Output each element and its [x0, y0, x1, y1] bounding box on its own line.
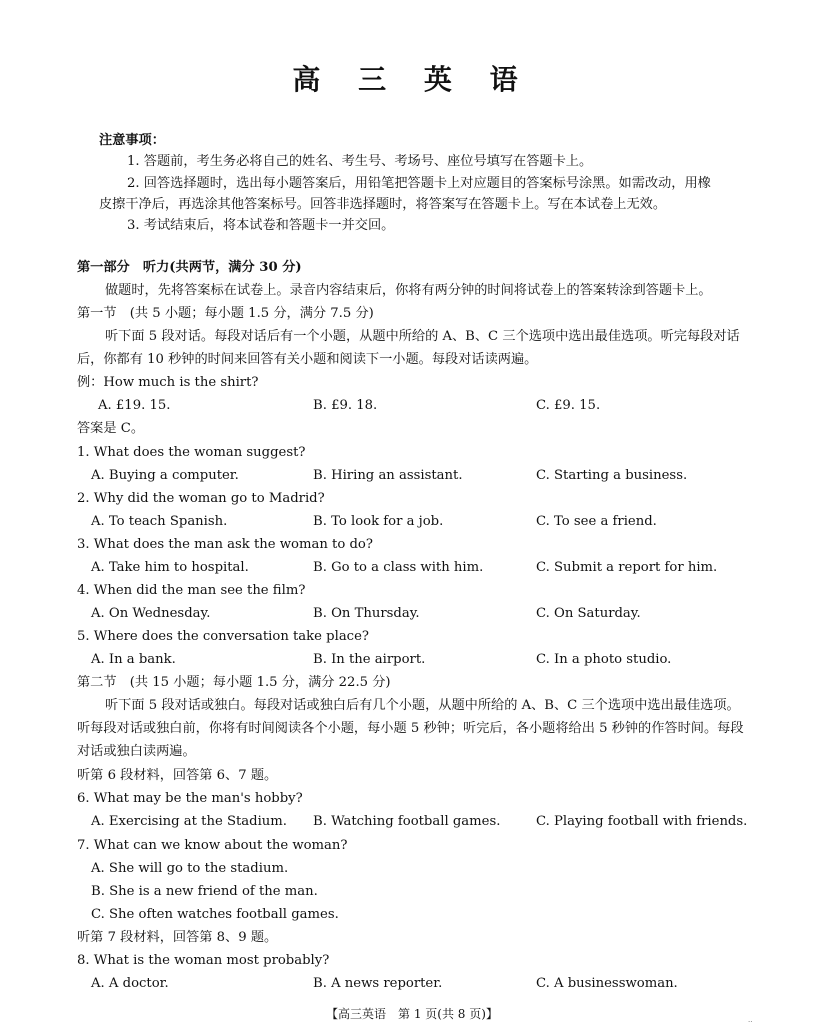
example-option-c: C. £9. 15.	[536, 398, 601, 413]
question-6: 6. What may be the man's hobby?	[77, 791, 303, 806]
q2-option-a: A. To teach Spanish.	[91, 514, 228, 529]
q3-option-c: C. Submit a report for him.	[536, 560, 718, 575]
section2-instruction-end: 对话或独白读两遍。	[77, 744, 196, 759]
q4-option-b: B. On Thursday.	[313, 606, 420, 621]
corner-mark: ··	[748, 1018, 753, 1026]
q7-option-b: B. She is a new friend of the man.	[91, 884, 318, 899]
q6-option-a: A. Exercising at the Stadium.	[91, 814, 287, 829]
q3-option-b: B. Go to a class with him.	[313, 560, 484, 575]
q4-option-a: A. On Wednesday.	[91, 606, 211, 621]
part1-heading: 第一部分 听力(共两节，满分 30 分)	[77, 260, 302, 275]
question-7: 7. What can we know about the woman?	[77, 838, 348, 853]
page-title: 高 三 英 语	[292, 63, 532, 96]
notice-item-2: 2. 回答选择题时，选出每小题答案后，用铅笔把答题卡上对应题目的答案标号涂黑。如需改动，用橡	[127, 176, 711, 191]
section2-instruction-cont: 听每段对话或独白前，你将有时间阅读各个小题，每小题 5 秒钟；听完后，各小题将给出 5 秒钟的作答时间。每段	[77, 721, 744, 736]
q2-option-c: C. To see a friend.	[536, 514, 657, 529]
section2-heading: 第二节 (共 15 小题；每小题 1.5 分，满分 22.5 分)	[77, 675, 391, 690]
q6-option-c: C. Playing football with friends.	[536, 814, 748, 829]
q1-option-a: A. Buying a computer.	[91, 468, 239, 483]
notice-heading: 注意事项：	[99, 133, 165, 148]
question-5: 5. Where does the conversation take place?	[77, 629, 369, 644]
q6-option-b: B. Watching football games.	[313, 814, 501, 829]
material-6-label: 听第 6 段材料，回答第 6、7 题。	[77, 768, 278, 783]
question-1: 1. What does the woman suggest?	[77, 445, 306, 460]
q7-option-c: C. She often watches football games.	[91, 907, 339, 922]
section2-instruction: 听下面 5 段对话或独白。每段对话或独白后有几个小题，从题中所给的 A、B、C 三个选项中选出最佳选项。	[105, 698, 740, 713]
q5-option-b: B. In the airport.	[313, 652, 426, 667]
q8-option-b: B. A news reporter.	[313, 976, 443, 991]
q8-option-a: A. A doctor.	[91, 976, 169, 991]
example-option-a: A. £19. 15.	[98, 398, 171, 413]
question-3: 3. What does the man ask the woman to do?	[77, 537, 373, 552]
q5-option-a: A. In a bank.	[91, 652, 176, 667]
q1-option-c: C. Starting a business.	[536, 468, 688, 483]
q4-option-c: C. On Saturday.	[536, 606, 641, 621]
question-2: 2. Why did the woman go to Madrid?	[77, 491, 325, 506]
q7-option-a: A. She will go to the stadium.	[91, 861, 289, 876]
q5-option-c: C. In a photo studio.	[536, 652, 672, 667]
notice-item-3: 3. 考试结束后，将本试卷和答题卡一并交回。	[127, 218, 395, 233]
page-footer: 【高三英语 第 1 页(共 8 页)】	[326, 1007, 498, 1021]
q1-option-b: B. Hiring an assistant.	[313, 468, 463, 483]
question-4: 4. When did the man see the film?	[77, 583, 306, 598]
q3-option-a: A. Take him to hospital.	[91, 560, 249, 575]
material-7-label: 听第 7 段材料，回答第 8、9 题。	[77, 930, 278, 945]
section1-instruction: 听下面 5 段对话。每段对话后有一个小题，从题中所给的 A、B、C 三个选项中选出最佳选项。听完每段对话	[105, 329, 740, 344]
section1-heading: 第一节 (共 5 小题；每小题 1.5 分，满分 7.5 分)	[77, 306, 374, 321]
notice-item-1: 1. 答题前，考生务必将自己的姓名、考生号、考场号、座位号填写在答题卡上。	[127, 154, 593, 169]
question-8: 8. What is the woman most probably?	[77, 953, 330, 968]
example-question: 例：How much is the shirt?	[77, 375, 259, 390]
q8-option-c: C. A businesswoman.	[536, 976, 678, 991]
q2-option-b: B. To look for a job.	[313, 514, 444, 529]
example-option-b: B. £9. 18.	[313, 398, 378, 413]
section1-instruction-cont: 后，你都有 10 秒钟的时间来回答有关小题和阅读下一小题。每段对话读两遍。	[77, 352, 538, 367]
part1-instruction: 做题时，先将答案标在试卷上。录音内容结束后，你将有两分钟的时间将试卷上的答案转涂到答题卡上。	[105, 283, 712, 298]
example-answer: 答案是 C。	[77, 421, 145, 436]
notice-item-2-cont: 皮擦干净后，再选涂其他答案标号。回答非选择题时，将答案写在答题卡上。写在本试卷上无效。	[99, 197, 667, 212]
